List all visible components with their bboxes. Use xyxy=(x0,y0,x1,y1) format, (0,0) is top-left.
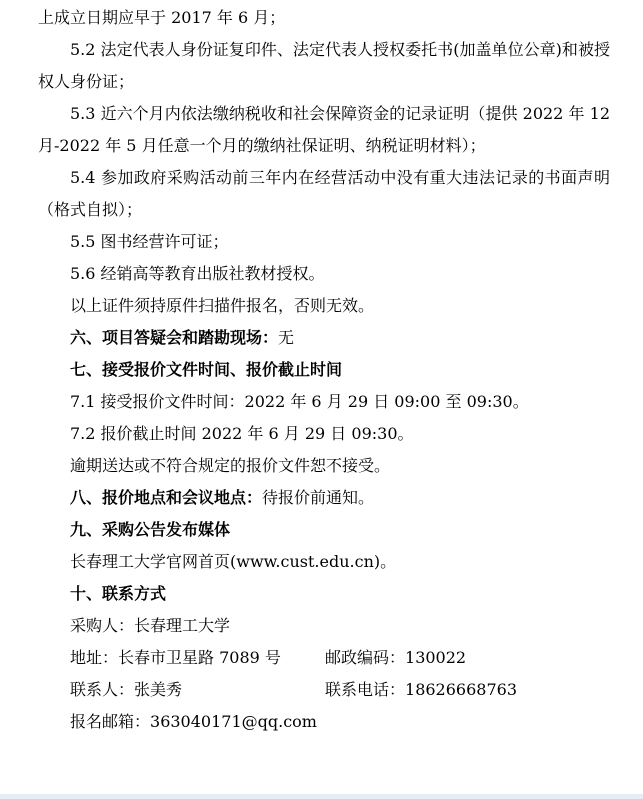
section-heading-8-label: 八、报价地点和会议地点： xyxy=(70,488,263,507)
section-heading-6 xyxy=(38,322,610,354)
paragraph-item-5-3: 5.3 近六个月内依法缴纳税收和社会保障资金的记录证明（提供 2022 年 12 月-2022 年 5 月任意一个月的缴纳社保证明、纳税证明材料）； xyxy=(38,104,610,155)
contact-address-label: 地址： xyxy=(70,648,119,667)
contact-phone-value: 18626668763 xyxy=(405,680,517,699)
page-bottom-edge xyxy=(0,794,643,799)
contact-buyer-row xyxy=(38,610,610,642)
paragraph-item-5-4: 5.4 参加政府采购活动前三年内在经营活动中没有重大违法记录的书面声明（格式自拟）； xyxy=(38,168,610,219)
section-heading-8-value: 待报价前通知。 xyxy=(262,488,375,507)
paragraph-item-5-5: 5.5 图书经营许可证； xyxy=(70,232,229,251)
contact-person xyxy=(70,674,325,706)
paragraph-media: 长春理工大学官网首页(www.cust.edu.cn)。 xyxy=(70,552,397,571)
contact-person-label: 联系人： xyxy=(70,680,135,699)
contact-address xyxy=(70,642,325,674)
section-heading-7: 七、接受报价文件时间、报价截止时间 xyxy=(70,360,343,379)
contact-email-value: 363040171@qq.com xyxy=(150,712,317,731)
paragraph-note-originals: 以上证件须持原件扫描件报名，否则无效。 xyxy=(70,296,375,315)
section-heading-8 xyxy=(38,482,610,514)
section-heading-10: 十、联系方式 xyxy=(70,584,167,603)
section-heading-6-value: 无 xyxy=(278,328,295,347)
paragraph-note-overdue: 逾期送达或不符合规定的报价文件恕不接受。 xyxy=(70,456,391,475)
paragraph-item-7-2: 7.2 报价截止时间 2022 年 6 月 29 日 09:30。 xyxy=(70,424,414,443)
contact-phone xyxy=(325,680,517,699)
paragraph-item-5-2: 5.2 法定代表人身份证复印件、法定代表人授权委托书(加盖单位公章)和被授权人身份证； xyxy=(38,40,610,91)
contact-postal-value: 130022 xyxy=(405,648,467,667)
paragraph-continuation: 上成立日期应早于 2017 年 6 月； xyxy=(38,8,286,27)
contact-buyer-label: 采购人： xyxy=(70,616,135,635)
paragraph-item-7-1: 7.1 接受报价文件时间：2022 年 6 月 29 日 09:00 至 09:30。 xyxy=(70,392,529,411)
paragraph-item-5-6: 5.6 经销高等教育出版社教材授权。 xyxy=(70,264,325,283)
contact-address-value: 长春市卫星路 7089 号 xyxy=(118,648,281,667)
contact-buyer-value: 长春理工大学 xyxy=(134,616,231,635)
section-heading-9: 九、采购公告发布媒体 xyxy=(70,520,231,539)
contact-person-row xyxy=(38,674,610,706)
contact-email-label: 报名邮箱： xyxy=(70,712,151,731)
contact-person-value: 张美秀 xyxy=(134,680,183,699)
contact-address-row xyxy=(38,642,610,674)
contact-postal-label: 邮政编码： xyxy=(325,648,406,667)
section-heading-6-label: 六、项目答疑会和踏勘现场： xyxy=(70,328,279,347)
contact-email-row xyxy=(38,706,610,738)
contact-postal xyxy=(325,648,466,667)
contact-phone-label: 联系电话： xyxy=(325,680,406,699)
